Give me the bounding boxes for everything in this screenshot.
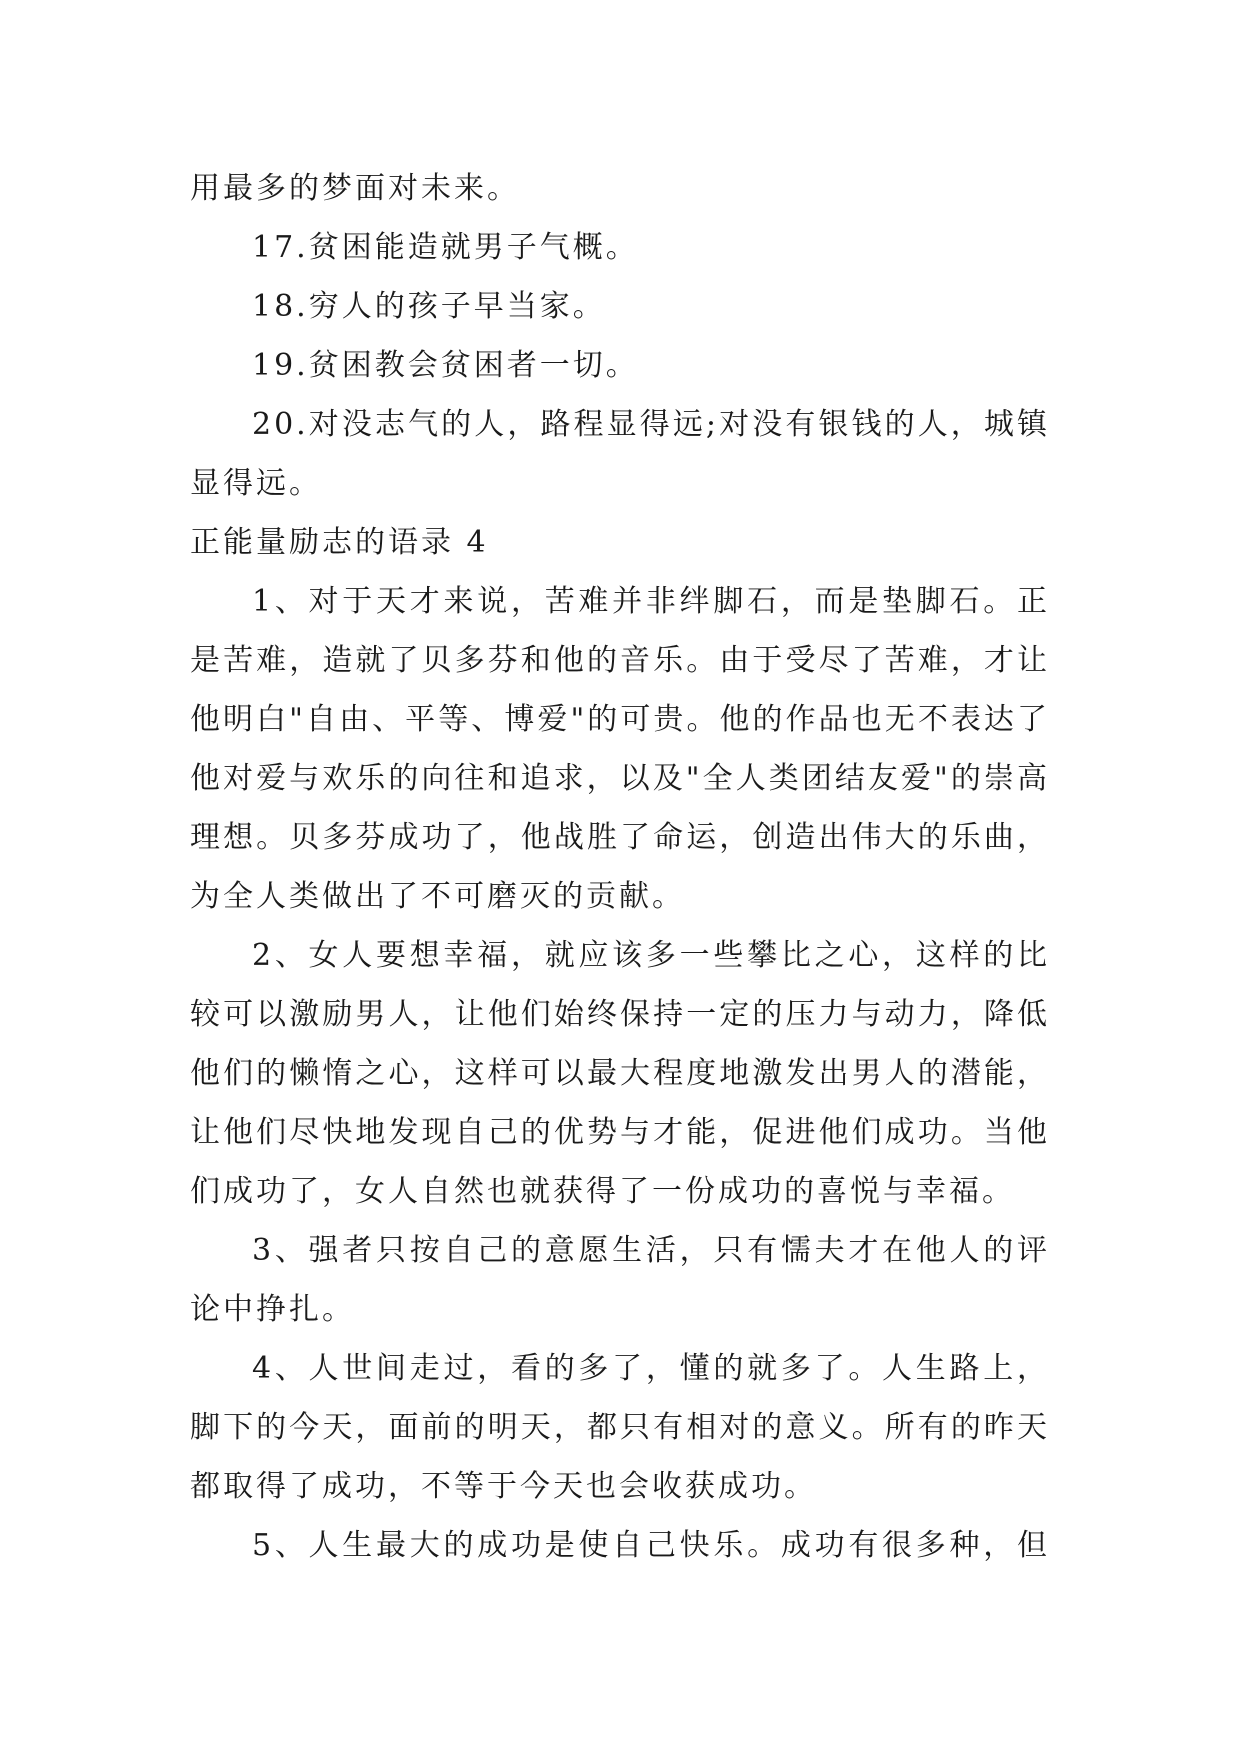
text-line: 19.贫困教会贫困者一切。 [252, 348, 639, 383]
text-line: 18.穷人的孩子早当家。 [252, 289, 606, 324]
text-line: 他明白"自由、平等、博爱"的可贵。他的作品也无不表达了 [190, 702, 1050, 737]
text-line: 他对爱与欢乐的向往和追求，以及"全人类团结友爱"的崇高 [190, 761, 1050, 796]
text-line: 2、女人要想幸福，就应该多一些攀比之心，这样的比 [252, 938, 1050, 973]
text-line: 为全人类做出了不可磨灭的贡献。 [190, 879, 685, 914]
text-line: 理想。贝多芬成功了，他战胜了命运，创造出伟大的乐曲， [190, 820, 1050, 855]
text-line: 都取得了成功，不等于今天也会收获成功。 [190, 1469, 817, 1504]
text-line: 让他们尽快地发现自己的优势与才能，促进他们成功。当他 [190, 1115, 1050, 1150]
text-line: 较可以激励男人，让他们始终保持一定的压力与动力，降低 [190, 997, 1050, 1032]
text-line: 论中挣扎。 [190, 1292, 355, 1327]
text-line: 用最多的梦面对未来。 [190, 171, 520, 206]
text-line: 17.贫困能造就男子气概。 [252, 230, 639, 265]
text-line: 脚下的今天，面前的明天，都只有相对的意义。所有的昨天 [190, 1410, 1050, 1445]
text-line: 1、对于天才来说，苦难并非绊脚石，而是垫脚石。正 [252, 584, 1050, 619]
text-line: 20.对没志气的人，路程显得远;对没有银钱的人，城镇 [252, 407, 1050, 442]
text-line: 4、人世间走过，看的多了，懂的就多了。人生路上， [252, 1351, 1050, 1386]
text-line: 们成功了，女人自然也就获得了一份成功的喜悦与幸福。 [190, 1174, 1015, 1209]
section-heading: 正能量励志的语录 4 [190, 525, 489, 560]
text-line: 3、强者只按自己的意愿生活，只有懦夫才在他人的评 [252, 1233, 1050, 1268]
text-line: 他们的懒惰之心，这样可以最大程度地激发出男人的潜能， [190, 1056, 1050, 1091]
document-body [190, 159, 1050, 1575]
text-line: 5、人生最大的成功是使自己快乐。成功有很多种，但 [252, 1528, 1050, 1563]
text-line: 是苦难，造就了贝多芬和他的音乐。由于受尽了苦难，才让 [190, 643, 1050, 678]
text-line: 显得远。 [190, 466, 322, 501]
